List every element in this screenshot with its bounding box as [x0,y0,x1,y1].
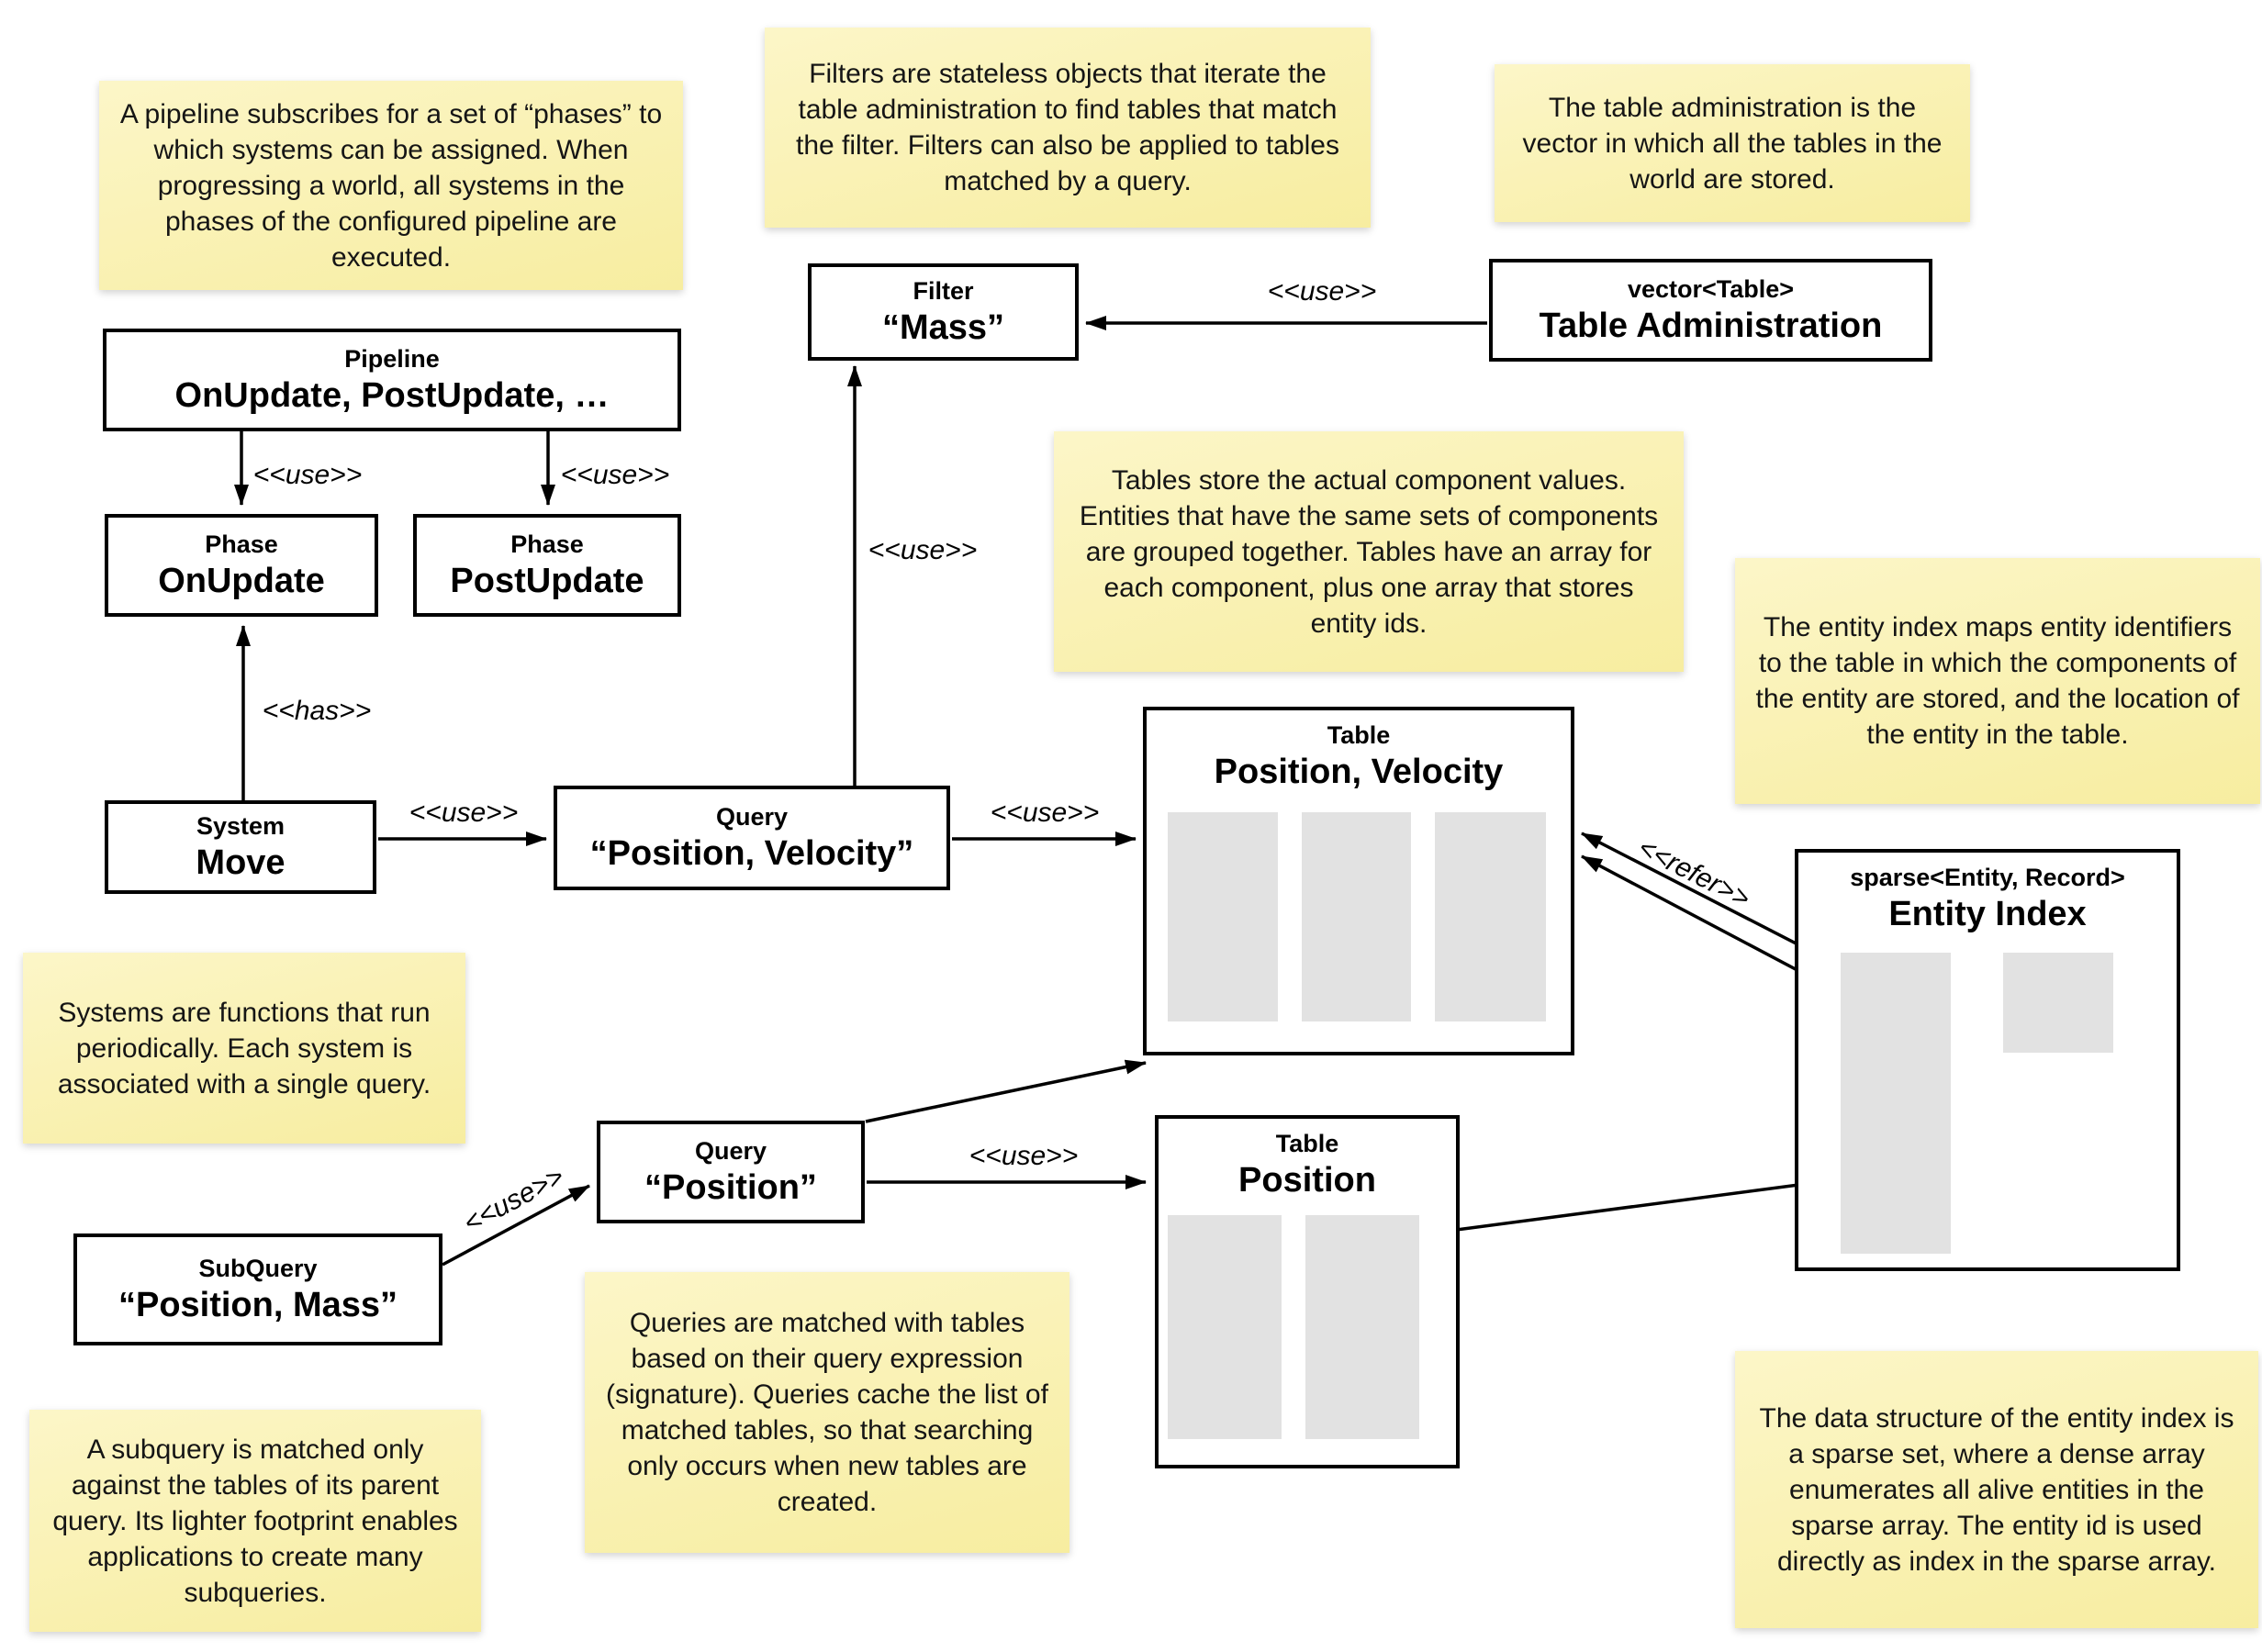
box-pipeline-label: OnUpdate, PostUpdate, … [174,376,610,415]
box-phase-onupdate [105,514,378,617]
sparse-array-placeholder [1841,953,1951,1254]
component-array-placeholder [1168,812,1278,1021]
note-tables: Tables store the actual component values. Entities that have the same sets of components are grouped together. Tables have an array for each component, plus one array that stores entity ids. [1054,431,1684,672]
box-table-position-velocity [1143,707,1574,1055]
component-array-placeholder [1305,1215,1419,1439]
component-array-placeholder [1302,812,1411,1021]
note-pipeline: A pipeline subscribes for a set of “phases” to which systems can be assigned. When progressing a world, all systems in the phases of the configured pipeline are executed. [99,81,683,290]
box-system-move [105,800,376,894]
box-subquery-position-mass-label: “Position, Mass” [118,1286,398,1324]
box-query-position-stereotype: Query [694,1137,767,1165]
box-system-move-label: Move [196,843,286,882]
box-filter-mass-label: “Mass” [881,308,1005,347]
arrow-query-p-to-table-pv [866,1063,1146,1122]
note-entity-index: The entity index maps entity identifiers to the table in which the components of the entity are stored, and the location of the entity in the table. [1735,558,2260,804]
arrow-entity-index-to-table-p [1428,1179,1841,1233]
box-entity-index-label: Entity Index [1888,895,2087,933]
edge-label-use-query-table-p: <<use>> [969,1141,1079,1171]
box-filter-mass [808,263,1079,361]
note-filters: Filters are stateless objects that iterate the table administration to find tables that match the filter. Filters can also be applied to tables matched by a query. [765,28,1371,228]
box-query-position [597,1121,865,1223]
box-table-administration [1489,259,1932,362]
box-entity-index [1795,849,2180,1271]
box-table-position-velocity-stereotype: Table [1327,721,1391,749]
edge-label-use-system-query: <<use>> [409,798,519,828]
edge-label-use-pipeline-postupdate: <<use>> [560,460,670,490]
component-array-placeholder [1435,812,1546,1021]
box-query-position-velocity-stereotype: Query [715,803,789,831]
box-phase-postupdate [413,514,681,617]
edge-label-use-query-table-pv: <<use>> [990,798,1100,828]
note-subquery: A subquery is matched only against the tables of its parent query. Its lighter footprint enables applications to create many subqueries. [29,1410,481,1632]
dense-array-placeholder [2003,953,2113,1053]
box-table-administration-label: Table Administration [1539,307,1883,345]
box-system-move-stereotype: System [196,812,286,840]
edge-label-has-system-phase: <<has>> [262,696,372,726]
box-subquery-position-mass [73,1233,442,1345]
note-sparse-set: The data structure of the entity index is a sparse set, where a dense array enumerates all alive entities in the sparse array. The entity id is used directly as index in the sparse array. [1735,1351,2258,1628]
note-queries: Queries are matched with tables based on their query expression (signature). Queries cache the list of matched tables, so that searching only occurs when new tables are created. [585,1272,1069,1553]
edge-label-use-query-filter: <<use>> [868,535,978,565]
box-pipeline [103,329,681,431]
note-table-administration: The table administration is the vector in which all the tables in the world are stored. [1495,64,1970,222]
box-phase-postupdate-stereotype: Phase [510,530,584,558]
box-filter-mass-stereotype: Filter [913,277,974,305]
edge-label-use-tableadmin-filter: <<use>> [1267,276,1377,307]
edge-label-refer-entityindex-table: <<refer>> [1633,832,1755,915]
box-pipeline-stereotype: Pipeline [344,345,440,373]
box-table-position [1155,1115,1460,1468]
box-query-position-velocity-label: “Position, Velocity” [589,834,914,873]
box-query-position-velocity [554,786,950,890]
box-table-position-stereotype: Table [1275,1130,1339,1157]
box-table-position-velocity-label: Position, Velocity [1214,753,1504,791]
box-query-position-label: “Position” [644,1168,817,1207]
box-table-administration-stereotype: vector<Table> [1627,275,1795,303]
box-entity-index-stereotype: sparse<Entity, Record> [1850,864,2125,891]
box-table-position-label: Position [1238,1161,1376,1200]
edge-label-use-pipeline-onupdate: <<use>> [252,460,363,490]
box-phase-onupdate-label: OnUpdate [158,562,325,600]
box-subquery-position-mass-stereotype: SubQuery [198,1255,318,1282]
box-phase-onupdate-stereotype: Phase [205,530,278,558]
note-systems: Systems are functions that run periodically. Each system is associated with a single query. [23,953,465,1144]
box-phase-postupdate-label: PostUpdate [450,562,644,600]
component-array-placeholder [1168,1215,1282,1439]
edge-label-use-subquery-query: <<use>> [458,1161,569,1239]
